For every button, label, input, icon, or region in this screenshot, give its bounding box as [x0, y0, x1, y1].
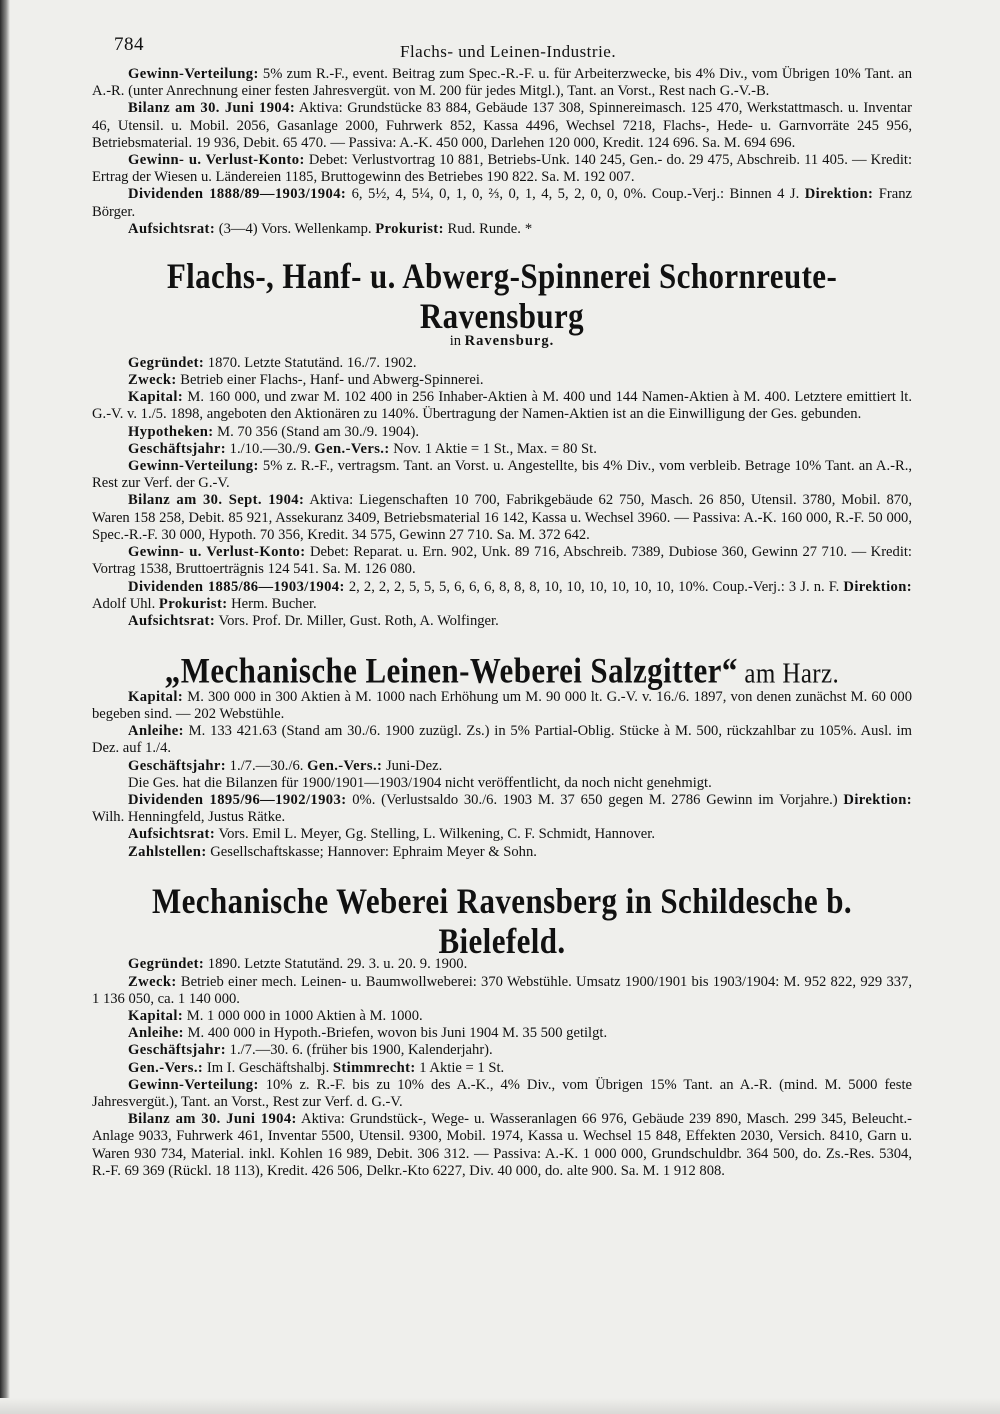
entry-geschaeftsjahr	[92, 441, 912, 458]
label: Bilanz am 30. Sept. 1904:	[128, 492, 305, 509]
label: Gen.-Vers.:	[307, 757, 383, 774]
text: Im I. Geschäftshalbj.	[203, 1059, 333, 1076]
label: Kapital:	[128, 389, 184, 406]
label: Gen.-Vers.:	[128, 1059, 204, 1076]
label: Stimmrecht:	[332, 1059, 416, 1076]
label: Anleihe:	[128, 1025, 184, 1042]
text: M. 133 421.63 (Stand am 30./6. 1900 zuzügl. Zs.) in 5% Partial-Oblig. Stücke à M. 500, rückzahlbar zu 105%. Ausl. im Dez. auf 1./4.	[92, 723, 912, 757]
text: 5% zum R.-F., event. Beitrag zum Spec.-R.-F. u. für Arbeiterzwecke, bis 4% Div., vom Übrigen 10% Tant. an A.-R. (unter Anrechnung einer festen Jahresvergüt. von M. 200 für jedes Mitgl.), Tant. an Vorst., Rest nach G.-V.-B.	[92, 66, 912, 100]
firm-title: Mechanische Weberei Ravensberg in Schildesche b. Bielefeld.	[151, 880, 853, 961]
entry-gen-vers	[92, 1060, 912, 1077]
text: Betrieb einer mech. Leinen- u. Baumwollweberei: 370 Webstühle. Umsatz 1900/1901 bis 1903/1904: M. 952 822, 929 337, 1 136 050, ca. 1 140 000.	[92, 973, 912, 1007]
text: Wilh. Henningfeld, Justus Rätke.	[92, 809, 286, 826]
label: Direktion:	[843, 792, 912, 809]
text: 0%. (Verlustsaldo 30./6. 1903 M. 37 650 gegen M. 2786 Gewinn im Vorjahre.)	[346, 792, 844, 809]
entry-gewinn-verteilung	[92, 458, 912, 492]
text: M. 400 000 in Hypoth.-Briefen, wovon bis Juni 1904 M. 35 500 getilgt.	[183, 1025, 608, 1042]
entry-anleihe	[92, 723, 912, 757]
label: Geschäftsjahr:	[128, 757, 227, 774]
text: Debet: Verlustvortrag 10 881, Betriebs-Unk. 140 245, Gen.- do. 29 475, Abschreib. 11 405. — Kredit: Ertrag der Wiesen u. Ländereien 1185, Bruttogewinn des Betriebes 190 822. Sa. M. 192 007.	[92, 152, 912, 186]
text: Aktiva: Grundstück-, Wege- u. Wasseranlagen 66 976, Gebäude 239 890, Masch. 299 345, Beleucht.-Anlage 9033, Fuhrwerk 461, Inventar 5500, Utensil. 9300, Mobil. 1974, Kassa u. Wechsel 15 848, Effekten 2030, Versich. 8410, Garn u. Waren 930 734, Material. inkl. Kohlen 16 989, Debit. 306 312. — Passiva: A.-K. 1 000 000, Grundschuldbr. 364 500, do. Zs.-Res. 5304, R.-F. 69 369 (Rückl. 18 113), Kredit. 426 506, Delkr.-Kto 6227, Div. 40 000, do. alte 900. Sa. M. 1 912 808.	[92, 1111, 912, 1179]
text: Die Ges. hat die Bilanzen für 1900/1901—1903/1904 nicht veröffentlicht, da noch nicht genehmigt.	[128, 774, 712, 791]
entry-kapital	[92, 1008, 912, 1025]
label: Zweck:	[128, 973, 177, 990]
text: M. 160 000, und zwar M. 102 400 in 256 Inhaber-Aktien à M. 400 und 144 Namen-Aktien à M. 400. Letztere emittiert lt. G.-V. v. 1./5. 1898, angeboten den Aktionären zu 140%. Übertragung der Namen-Aktien ist an die Einwilligung der Ges. gebunden.	[92, 389, 912, 423]
text: Franz Börger.	[92, 186, 912, 220]
entry-gewinn-verteilung	[92, 1077, 912, 1111]
page-number: 784	[114, 34, 144, 55]
text: Aktiva: Grundstücke 83 884, Gebäude 137 308, Spinnereimasch. 125 470, Werkstattmasch. u. Inventar 46, Utensil. u. Mobil. 2056, Gasanlage 2000, Fuhrwerk 852, Kassa 4496, Wechsel 7218, Flachs-, Hede- u. Garnvorräte 245 956, Betriebsmaterial. 19 936, Debit. 65 470. — Passiva: A.-K. 450 000, Darlehen 120 000, Kredit. 124 696. Sa. M. 694 696.	[92, 100, 912, 151]
entry-kapital	[92, 389, 912, 423]
firm-title-main: „Mechanische Leinen-Weberei Salzgitter“	[164, 650, 738, 691]
text: Juni-Dez.	[382, 757, 443, 774]
entry-gewinn-verlust	[92, 152, 912, 186]
text: M. 1 000 000 in 1000 Aktien à M. 1000.	[183, 1007, 423, 1024]
label: Zweck:	[128, 372, 177, 389]
text: 5% z. R.-F., vertragsm. Tant. an Vorst. u. Angestellte, bis 4% Div., vom verbleib. Betrage 10% Tant. an A.-R., Rest zur Verf. der G.-V.	[92, 458, 912, 492]
entry-dividenden	[92, 186, 912, 220]
entry-anleihe	[92, 1025, 912, 1042]
entry-bilanz	[92, 100, 912, 152]
label: Dividenden 1885/86—1903/1904:	[128, 578, 345, 595]
running-title: Flachs- und Leinen-Industrie.	[400, 42, 617, 61]
text: M. 300 000 in 300 Aktien à M. 1000 nach Erhöhung um M. 90 000 lt. G.-V. v. 16./6. 1897, von denen zunächst M. 60 000 begeben sind. — 202 Webstühle.	[92, 688, 912, 723]
text: Rud. Runde.	[443, 220, 521, 237]
text: M. 70 356 (Stand am 30./9. 1904).	[213, 423, 420, 440]
label: Gen.-Vers.:	[314, 440, 390, 457]
entry-gegruendet	[92, 355, 912, 372]
text: Aktiva: Liegenschaften 10 700, Fabrikgebäude 62 750, Masch. 26 850, Utensil. 3780, Mobil. 870, Waren 158 258, Debit. 85 921, Assekuranz 3409, Betriebsmaterial 16 142, Kassa u. Wechsel 3960. — Passiva: A.-K. 160 000, R.-F. 50 000, Spec.-R.-F. 30 000, Hypoth. 70 356, Kredit. 34 575, Gewinn 27 710. Sa. M. 372 642.	[92, 492, 912, 543]
label: Gewinn- u. Verlust-Konto:	[128, 544, 306, 561]
entry-gewinn-verteilung	[92, 66, 912, 100]
location-prefix: in	[449, 333, 465, 350]
text: Vors. Prof. Dr. Miller, Gust. Roth, A. Wolfinger.	[215, 612, 499, 629]
text: 10% z. R.-F. bis zu 10% des A.-K., 4% Div., vom Übrigen 15% Tant. an A.-R. (mind. M. 5000 feste Jahresvergüt.), Tant. an Vorst., Rest zur Verf. d. G.-V.	[92, 1076, 912, 1110]
firm-title	[92, 652, 912, 692]
entry-gewinn-verlust	[92, 544, 912, 578]
text: 2, 2, 2, 2, 5, 5, 5, 6, 6, 6, 8, 8, 8, 10, 10, 10, 10, 10, 10, 10%. Coup.-Verj.: 3 J. n. F.	[344, 578, 844, 595]
label: Aufsichtsrat:	[128, 826, 216, 843]
entry-hypotheken	[92, 424, 912, 441]
text: (3—4) Vors. Wellenkamp.	[215, 220, 376, 237]
text: Betrieb einer Flachs-, Hanf- und Abwerg-Spinnerei.	[176, 372, 484, 389]
firm-title: Flachs-, Hanf- u. Abwerg-Spinnerei Schornreute-Ravensburg	[166, 255, 838, 336]
label: Bilanz am 30. Juni 1904:	[128, 100, 296, 117]
label: Dividenden 1888/89—1903/1904:	[128, 186, 347, 203]
label: Kapital:	[128, 1007, 184, 1024]
entry-aufsichtsrat	[92, 826, 912, 843]
entry-kapital	[92, 689, 912, 723]
entry-geschaeftsjahr	[92, 758, 912, 775]
text: 1 Aktie = 1 St.	[415, 1059, 505, 1076]
entry-geschaeftsjahr	[92, 1042, 912, 1059]
entry-note	[92, 775, 912, 792]
star-mark: *	[524, 220, 533, 237]
label: Gewinn-Verteilung:	[128, 458, 259, 475]
label: Gegründet:	[128, 354, 205, 371]
entry-zweck	[92, 372, 912, 389]
label: Gewinn-Verteilung:	[128, 66, 259, 82]
label: Hypotheken:	[128, 423, 214, 440]
entry-bilanz	[92, 1111, 912, 1180]
label: Prokurist:	[375, 220, 444, 237]
label: Bilanz am 30. Juni 1904:	[128, 1111, 297, 1128]
label: Direktion:	[843, 578, 912, 595]
label: Geschäftsjahr:	[128, 1042, 227, 1059]
entry-aufsichtsrat	[92, 613, 912, 630]
text: 1870. Letzte Statutänd. 16./7. 1902.	[204, 354, 417, 371]
label: Gewinn- u. Verlust-Konto:	[128, 152, 305, 169]
label: Aufsichtsrat:	[128, 220, 216, 237]
label: Prokurist:	[158, 595, 228, 612]
entry-dividenden	[92, 792, 912, 826]
label: Gewinn-Verteilung:	[128, 1076, 259, 1093]
text: 1./7.—30./6.	[226, 757, 308, 774]
text: Nov. 1 Aktie = 1 St., Max. = 80 St.	[389, 440, 597, 457]
text: 6, 5½, 4, 5¼, 0, 1, 0, ⅔, 0, 1, 4, 5, 2, 0, 0, 0%. Coup.-Verj.: Binnen 4 J.	[346, 186, 805, 203]
firm-title-suffix: am Harz.	[737, 658, 840, 690]
label: Aufsichtsrat:	[128, 612, 216, 629]
section-continued-firm	[92, 66, 912, 238]
label: Gegründet:	[128, 956, 205, 973]
label: Geschäftsjahr:	[128, 440, 227, 457]
label: Kapital:	[128, 688, 184, 705]
label: Anleihe:	[128, 723, 184, 740]
label: Direktion:	[804, 186, 874, 203]
text: 1890. Letzte Statutänd. 29. 3. u. 20. 9. 1900.	[204, 956, 468, 973]
entry-zahlstellen	[92, 844, 912, 861]
location: Ravensburg.	[464, 333, 555, 350]
text: Debet: Reparat. u. Ern. 902, Unk. 89 716, Abschreib. 7389, Dubiose 360, Gewinn 27 710. — Kredit: Vortrag 1538, Bruttoerträgnis 124 541. Sa. M. 126 080.	[92, 544, 912, 578]
text: 1./7.—30. 6. (früher bis 1900, Kalenderjahr).	[226, 1042, 493, 1059]
label: Dividenden 1895/96—1902/1903:	[128, 792, 347, 809]
text: Gesellschaftskasse; Hannover: Ephraim Meyer & Sohn.	[206, 843, 537, 860]
text: Vors. Emil L. Meyer, Gg. Stelling, L. Wilkening, C. F. Schmidt, Hannover.	[215, 826, 655, 843]
text: Herm. Bucher.	[227, 595, 317, 612]
section-salzgitter	[92, 650, 912, 861]
entry-aufsichtsrat	[92, 221, 912, 238]
entry-dividenden	[92, 579, 912, 613]
section-schornreute-ravensburg	[92, 255, 912, 630]
label: Zahlstellen:	[128, 843, 207, 860]
entry-bilanz	[92, 492, 912, 544]
text: 1./10.—30./9.	[226, 440, 315, 457]
section-ravensberg	[92, 880, 912, 1180]
entry-zweck	[92, 974, 912, 1008]
running-head	[92, 28, 912, 64]
text: Adolf Uhl.	[92, 595, 159, 612]
